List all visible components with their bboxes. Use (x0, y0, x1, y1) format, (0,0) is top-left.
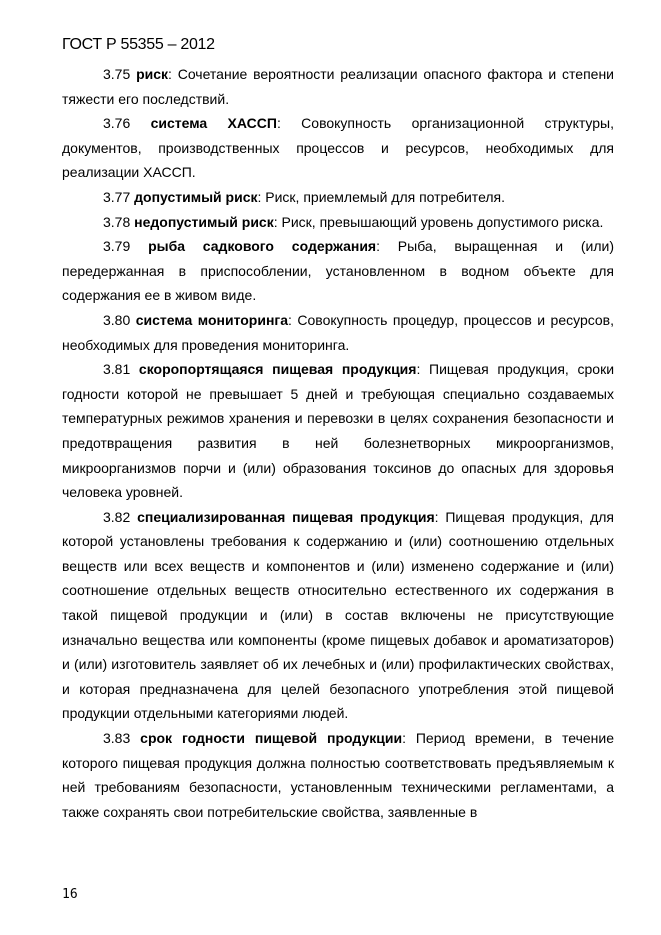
definition-entry (62, 308, 614, 357)
entry-term: система ХАССП (150, 115, 277, 132)
entry-definition: : Сочетание вероятности реализации опасного фактора и степени тяжести его последствий. (62, 66, 614, 107)
definition-entry (62, 234, 614, 308)
page-number: 16 (62, 887, 78, 902)
entry-number: 3.75 (103, 66, 131, 82)
entry-term: недопустимый риск (134, 213, 274, 230)
entry-term: специализированная пищевая продукция (137, 508, 435, 525)
definition-entry (62, 210, 614, 235)
definition-entry (62, 505, 614, 726)
definition-entry (62, 357, 614, 505)
document-body (62, 62, 614, 824)
entry-definition: : Пищевая продукция, для которой установлены требования к содержанию и (или) соотношению отдельных веществ или всех веществ и компонентов и (или) изменено содержание и (или) соотношение отдельных веществ относительно естественного их содержания в такой пищевой продукции и (или) в состав включены не присутствующие изначально вещества или компоненты (кроме пищевых добавок и ароматизаторов) и (или) изготовитель заявляет об их лечебных и (или) профилактических свойствах, и которая предназначена для целей безопасного употребления этой пищевой продукции отдельными категориями людей. (62, 508, 615, 722)
entry-number: 3.82 (103, 508, 131, 525)
entry-definition: : Рыба, выращенная и (или) передержанная в приспособлении, установленном в водном объекте для содержания ее в живом виде. (62, 238, 614, 304)
entry-number: 3.81 (103, 361, 131, 378)
entry-definition: : Период времени, в течение которого пищевая продукция должна полностью соответствовать предъявляемым к ней требованиям безопасности, установленным техническими регламентами, а также сохранять свои потребительские свойства, заявленные в (62, 730, 614, 820)
entry-definition: : Пищевая продукция, сроки годности которой не превышает 5 дней и требующая специально создаваемых температурных режимов хранения и перевозки в целях сохранения безопасности и предотвращения развития в ней болезнетворных микроорганизмов, микроорганизмов порчи и (или) образования токсинов до опасных для здоровья человека уровней. (62, 361, 615, 501)
entry-definition: : Совокупность процедур, процессов и ресурсов, необходимых для проведения мониторинга. (62, 311, 615, 353)
entry-definition: : Риск, превышающий уровень допустимого риска. (273, 213, 604, 230)
entry-number: 3.80 (103, 311, 131, 328)
entry-number: 3.78 (103, 213, 131, 230)
definition-entry (62, 726, 614, 824)
entry-term: рыба садкового содержания (148, 238, 377, 255)
entry-number: 3.79 (103, 238, 131, 255)
entry-term: скоропортящаяся пищевая продукция (138, 361, 417, 378)
definition-entry (62, 111, 614, 185)
entry-term: допустимый риск (134, 188, 258, 205)
entry-definition: : Совокупность организационной структуры, документов, производственных процессов и ресурсов, необходимых для реализации ХАССП. (62, 115, 614, 181)
entry-term: риск (136, 66, 169, 82)
entry-number: 3.83 (103, 730, 131, 747)
entry-number: 3.76 (103, 115, 131, 132)
document-header: ГОСТ Р 55355 – 2012 (62, 36, 215, 53)
entry-term: система мониторинга (135, 311, 289, 328)
entry-term: срок годности пищевой продукции (140, 730, 403, 747)
entry-definition: : Риск, приемлемый для потребителя. (257, 188, 506, 205)
definition-entry (62, 62, 614, 111)
entry-number: 3.77 (103, 188, 131, 205)
definition-entry (62, 185, 614, 210)
